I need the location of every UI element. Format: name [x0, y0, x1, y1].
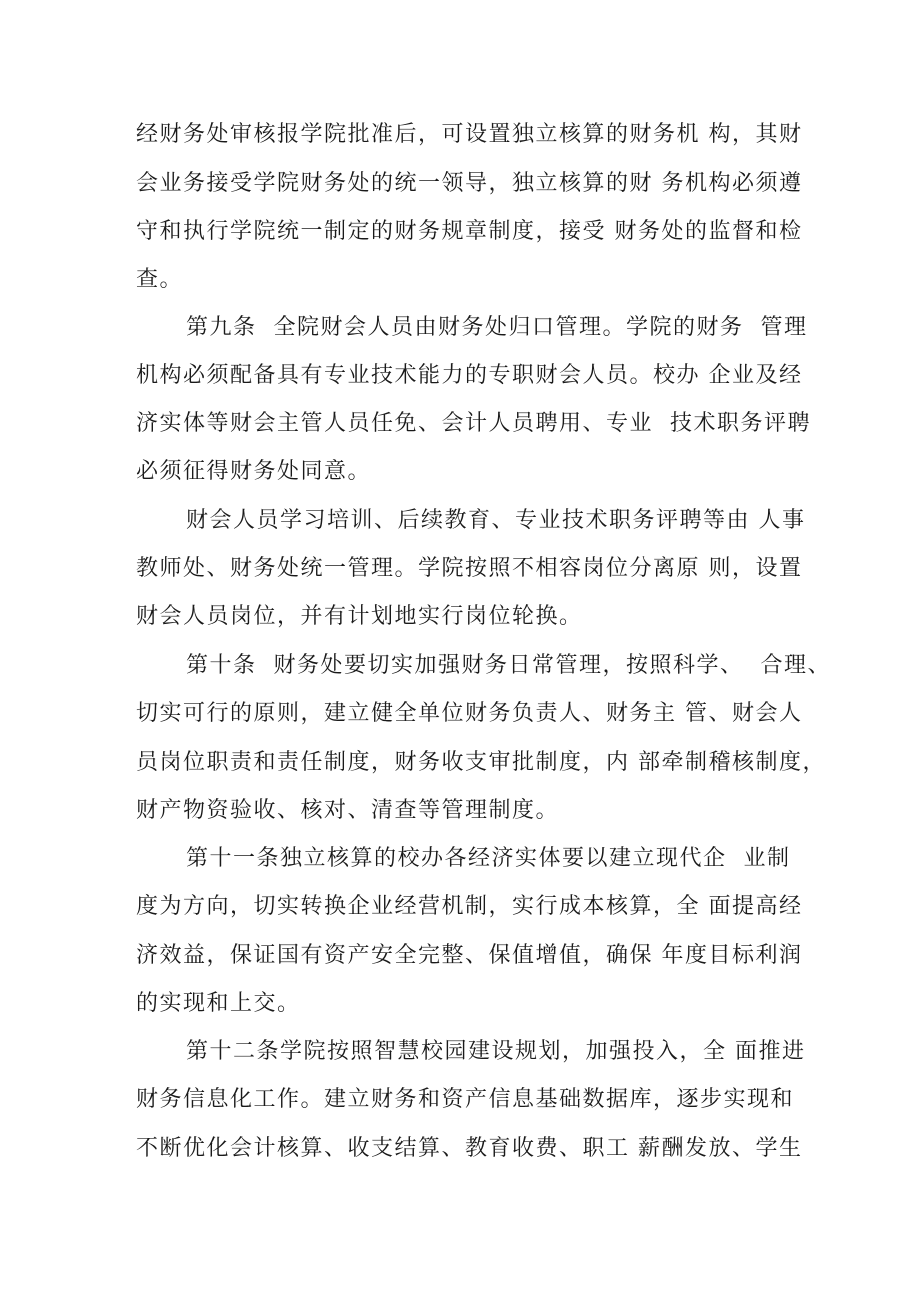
paragraph-start-line: 第九条 全院财会人员由财务处归口管理。学院的财务 管理 [186, 315, 808, 340]
text-line: 会业务接受学院财务处的统一领导，独立核算的财 务机构必须遵 [136, 171, 803, 196]
text-line: 机构必须配备具有专业技术能力的专职财会人员。校办 企业及经 [136, 363, 803, 388]
paragraph-start-line: 第十条 财务处要切实加强财务日常管理，按照科学、 合理、 [186, 653, 831, 678]
paragraph-start-line: 第十一条独立核算的校办各经济实体要以建立现代企 业制 [186, 846, 791, 871]
text-line: 度为方向，切实转换企业经营机制，实行成本核算，全 面提高经 [136, 894, 803, 919]
text-line: 财产物资验收、核对、清查等管理制度。 [136, 798, 560, 823]
text-line: 济实体等财会主管人员任免、会计人员聘用、专业 技术职务评聘 [136, 411, 811, 436]
text-line: 员岗位职责和责任制度，财务收支审批制度，内 部牵制稽核制度， [136, 750, 826, 775]
text-line: 切实可行的原则，建立健全单位财务负责人、财务主 管、财会人 [136, 701, 803, 726]
paragraph-start-line: 财会人员学习培训、后续教育、专业技术职务评聘等由 人事 [186, 508, 806, 533]
text-line: 济效益，保证国有资产安全完整、保值增值，确保 年度目标利润 [136, 943, 803, 968]
text-line: 经财务处审核报学院批准后，可设置独立核算的财务机 构，其财 [136, 122, 803, 147]
text-line: 守和执行学院统一制定的财务规章制度，接受 财务处的监督和检 [136, 219, 803, 244]
paragraph-start-line: 第十二条学院按照智慧校园建设规划，加强投入，全 面推进 [186, 1039, 806, 1064]
text-line: 教师处、财务处统一管理。学院按照不相容岗位分离原 则，设置 [136, 556, 803, 581]
text-line: 必须征得财务处同意。 [136, 459, 372, 484]
text-line: 查。 [136, 267, 184, 292]
text-line: 不断优化会计核算、收支结算、教育收费、职工 薪酬发放、学生 [136, 1136, 803, 1161]
text-line: 的实现和上交。 [136, 991, 301, 1016]
text-line: 财会人员岗位，并有计划地实行岗位轮换。 [136, 604, 583, 629]
text-line: 财务信息化工作。建立财务和资产信息基础数据库，逐步实现和 [136, 1087, 795, 1112]
